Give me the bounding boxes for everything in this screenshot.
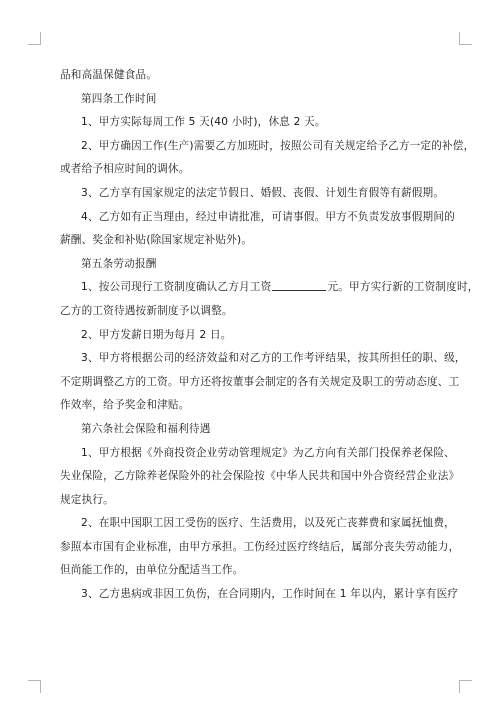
paragraph-line: 1、甲方实际每周工作 5 天(40 小时)，休息 2 天。 bbox=[81, 116, 326, 129]
paragraph-line: 规定执行。 bbox=[60, 493, 114, 506]
paragraph-line: 2、甲方确因工作(生产)需要乙方加班时，按照公司有关规定给予乙方一定的补偿， bbox=[81, 139, 475, 152]
paragraph-line: 3、甲方将根据公司的经济效益和对乙方的工作考评结果，按其所担任的职、级， bbox=[81, 352, 466, 365]
paragraph-line: 或者给予相应时间的调休。 bbox=[60, 163, 190, 176]
paragraph-line: 失业保险，乙方除养老保险外的社会保险按《中华人民共和国中外合资经营企业法》 bbox=[60, 470, 460, 483]
document-body bbox=[60, 64, 479, 607]
paragraph-line-salary bbox=[60, 276, 479, 300]
section-heading-article-4: 第四条工作时间 bbox=[81, 92, 157, 105]
section-heading-article-6: 第六条社会保险和福利待遇 bbox=[81, 422, 211, 435]
salary-blank-field bbox=[272, 280, 326, 291]
paragraph-line: 品和高温保健食品。 bbox=[60, 69, 158, 81]
paragraph-line: 乙方的工资待遇按新制度予以调整。 bbox=[60, 304, 233, 317]
paragraph-line: 不定期调整乙方的工资。甲方还将按董事会制定的各有关规定及职工的劳动态度、工 bbox=[60, 375, 460, 388]
paragraph-line: 参照本市国有企业标准，由甲方承担。工伤经过医疗终结后，属部分丧失劳动能力， bbox=[60, 540, 460, 553]
crop-mark-bottom-left bbox=[28, 680, 41, 693]
paragraph-line: 3、乙方享有国家规定的法定节假日、婚假、丧假、计划生育假等有薪假期。 bbox=[81, 186, 445, 199]
paragraph-line: 3、乙方患病或非因工负伤，在合同期内，工作时间在 1 年以内，累计享有医疗 bbox=[81, 588, 459, 601]
paragraph-line: 1、甲方根据《外商投资企业劳动管理规定》为乙方向有关部门投保养老保险、 bbox=[81, 446, 455, 459]
paragraph-line: 2、甲方发薪日期为每月 2 日。 bbox=[81, 328, 232, 341]
paragraph-line: 2、在职中国职工因工受伤的医疗、生活费用，以及死亡丧葬费和家属抚恤费， bbox=[81, 517, 455, 530]
paragraph-line: 薪酬、奖金和补贴(除国家规定补贴外)。 bbox=[60, 234, 253, 247]
salary-text-before: 1、按公司现行工资制度确认乙方月工资 bbox=[81, 281, 272, 294]
crop-mark-bottom-right bbox=[459, 680, 472, 693]
section-heading-article-5: 第五条劳动报酬 bbox=[81, 257, 157, 270]
salary-text-after: 元。甲方实行新的工资制度时， bbox=[327, 281, 479, 294]
paragraph-line: 4、乙方如有正当理由，经过申请批准，可请事假。甲方不负责发放事假期间的 bbox=[81, 210, 455, 223]
crop-mark-top-right bbox=[459, 32, 472, 45]
paragraph-line: 作效率，给予奖金和津贴。 bbox=[60, 399, 190, 412]
crop-mark-top-left bbox=[28, 32, 41, 45]
paragraph-line: 但尚能工作的，由单位分配适当工作。 bbox=[60, 564, 244, 577]
